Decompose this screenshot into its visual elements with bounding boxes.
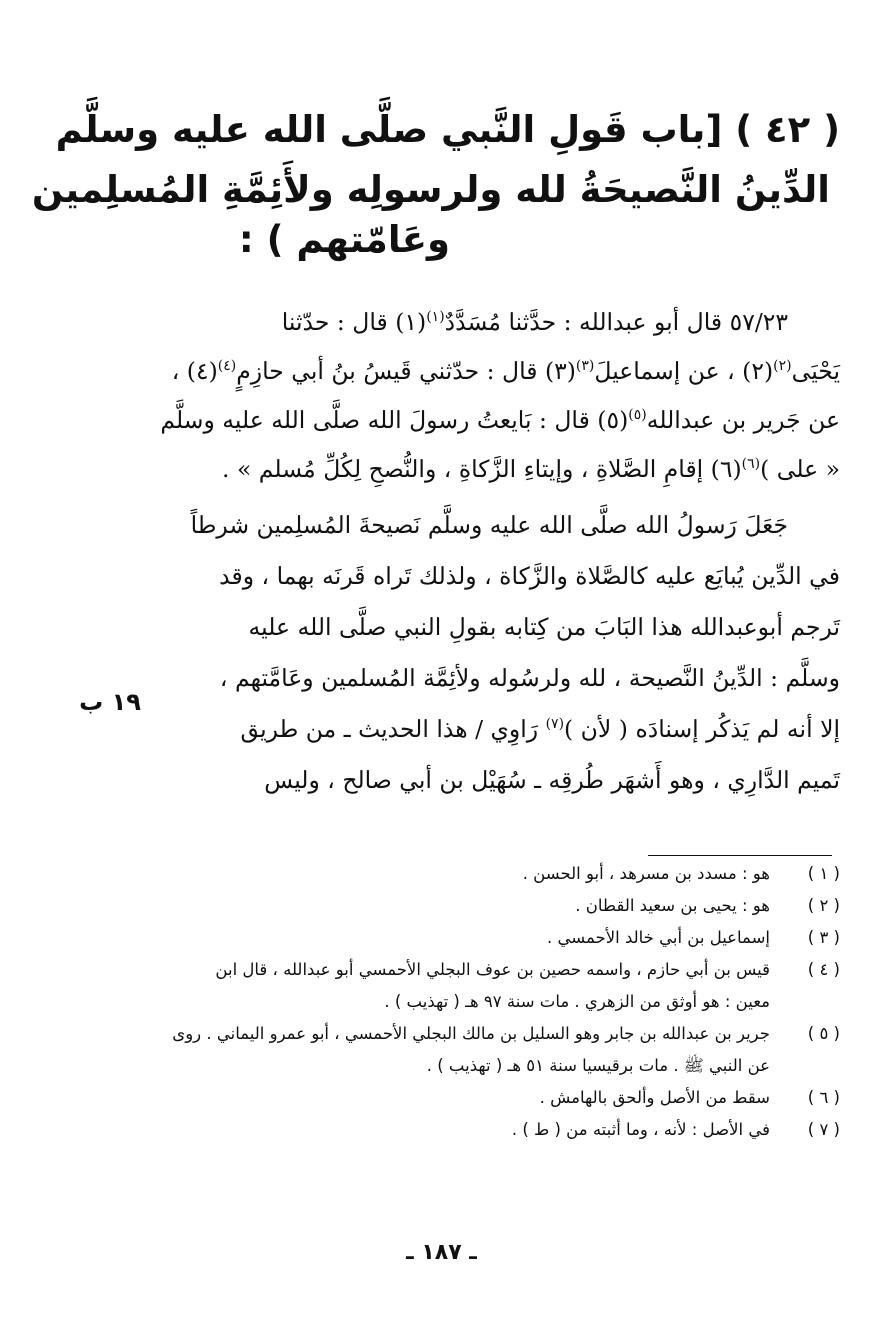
text-line: وسلَّم : الدِّينُ النَّصيحة ، لله ولرسُوله ولأئِمَّة المُسلمين وعَامَّتهم ، xyxy=(219,664,840,692)
text-fragment: عن جَرير بن عبدالله xyxy=(646,406,840,434)
footnote-number: ( ٥ ) xyxy=(807,1024,840,1043)
footnote-text xyxy=(60,922,770,954)
footnote-marker: (٣) xyxy=(575,358,595,375)
footnote-line: إسماعيل بن أبي خالد الأحمسي . xyxy=(547,928,770,947)
footnote-item xyxy=(60,890,840,922)
footnote-number: ( ١ ) xyxy=(807,864,840,883)
chapter-title-line: ( ٤٢ ) [باب قَولِ النَّبي صلَّى الله عليه وسلَّم xyxy=(55,108,840,151)
footnote-text xyxy=(60,858,770,890)
text-fragment: (٢) ، عن إسماعيلَ xyxy=(594,357,774,385)
footnote-number: ( ٦ ) xyxy=(807,1088,840,1107)
footnote-text xyxy=(60,1082,770,1114)
footnote-marker: (٦) xyxy=(741,456,761,473)
footnote-line: هو : يحيى بن سعيد القطان . xyxy=(575,896,770,915)
footnote-line: جرير بن عبدالله بن جابر وهو السليل بن مالك البجلي الأحمسي ، أبو عمرو اليماني . روى xyxy=(172,1024,770,1043)
text-line xyxy=(150,445,840,494)
footnote-number: ( ٧ ) xyxy=(807,1120,840,1139)
chapter-title-line: الدِّينُ النَّصيحَةُ لله ولرسولِه ولأَئِمَّةِ المُسلِمين xyxy=(31,168,830,211)
footnote-line: سقط من الأصل وألحق بالهامش . xyxy=(539,1088,770,1107)
text-line xyxy=(150,298,840,347)
text-fragment: (٤) ، xyxy=(171,357,218,385)
footnote-item xyxy=(60,954,840,1018)
footnote-text xyxy=(60,890,770,922)
footnote-marker: (٧) xyxy=(545,716,565,733)
text-fragment: « على ) xyxy=(760,455,840,483)
text-fragment: (١) قال : حدّثنا xyxy=(281,308,427,336)
footnote-number: ( ٣ ) xyxy=(807,928,840,947)
footnote-marker: (٤) xyxy=(217,358,237,375)
footnote-item xyxy=(60,922,840,954)
footnote-item xyxy=(60,1114,840,1146)
hadith-text xyxy=(150,298,840,494)
text-fragment: يَحْيَى xyxy=(791,357,840,385)
text-line xyxy=(150,704,840,755)
footnote-number: ( ٤ ) xyxy=(807,960,840,979)
footnote-line: في الأصل : لأنه ، وما أثبته من ( ط ) . xyxy=(511,1120,770,1139)
text-line xyxy=(150,347,840,396)
text-line xyxy=(150,396,840,445)
text-fragment: (٣) قال : حدّثني قَيسُ بنُ أبي حازِمٍ xyxy=(236,357,576,385)
chapter-title xyxy=(31,100,840,261)
text-line: تَميم الدَّارِي ، وهو أَشهَر طُرقِه ـ سُهَيْل بن أبي صالح ، وليس xyxy=(264,766,840,794)
commentary-text xyxy=(150,500,840,806)
footnote-item xyxy=(60,1018,840,1082)
footnotes xyxy=(60,858,840,1146)
text-line: في الدِّين يُبايَع عليه كالصَّلاة والزَّكاة ، ولذلك تَراه قَرنَه بهما ، وقد xyxy=(219,562,840,590)
footnote-item xyxy=(60,1082,840,1114)
footnote-number: ( ٢ ) xyxy=(807,896,840,915)
text-fragment: إلا أنه لم يَذكُر إسنادَه ( لأن ) xyxy=(564,715,840,743)
manuscript-folio-note: ١٩ ب xyxy=(79,688,141,716)
text-fragment: (٦) إقامِ الصَّلاةِ ، وإيتاءِ الزَّكاةِ ، والنُّصحِ لِكُلِّ مُسلم » . xyxy=(222,455,742,483)
text-fragment: (٥) قال : بَايعتُ رسولَ الله صلَّى الله عليه وسلَّم xyxy=(160,406,629,434)
text-fragment: ٥٧/٢٣ قال أبو عبدالله : حدَّثنا مُسَدَّدٌ xyxy=(444,308,788,336)
footnote-line: قيس بن أبي حازم ، واسمه حصين بن عوف البجلي الأحمسي أبو عبدالله ، قال ابن xyxy=(215,960,770,979)
footnote-marker: (١) xyxy=(426,309,445,326)
text-line: جَعَلَ رَسولُ الله صلَّى الله عليه وسلَّم نَصيحةَ المُسلِمين شرطاً xyxy=(190,511,788,539)
chapter-title-line: وعَامّتهم ) : xyxy=(238,218,450,261)
footnote-marker: (٥) xyxy=(628,407,647,424)
footnote-line: معين : هو أوثق من الزهري . مات سنة ٩٧ هـ ( تهذيب ) . xyxy=(384,992,770,1011)
text-line: تَرجم أبوعبدالله هذا البَابَ من كِتابه بقولِ النبي صلَّى الله عليه xyxy=(248,613,840,641)
footnote-marker: (٢) xyxy=(773,358,792,375)
page-number: ـ ١٨٧ ـ xyxy=(406,1240,477,1265)
text-fragment: رَاوِي / هذا الحديث ـ من طريق xyxy=(240,715,546,743)
footnote-line: هو : مسدد بن مسرهد ، أبو الحسن . xyxy=(522,864,770,883)
footnote-text xyxy=(60,1114,770,1146)
footnote-item xyxy=(60,858,840,890)
footnote-text xyxy=(60,954,770,1018)
footnote-line: عن النبي ﷺ . مات برقيسيا سنة ٥١ هـ ( تهذيب ) . xyxy=(426,1056,770,1075)
footnote-divider xyxy=(648,855,832,856)
footnote-text xyxy=(60,1018,770,1082)
